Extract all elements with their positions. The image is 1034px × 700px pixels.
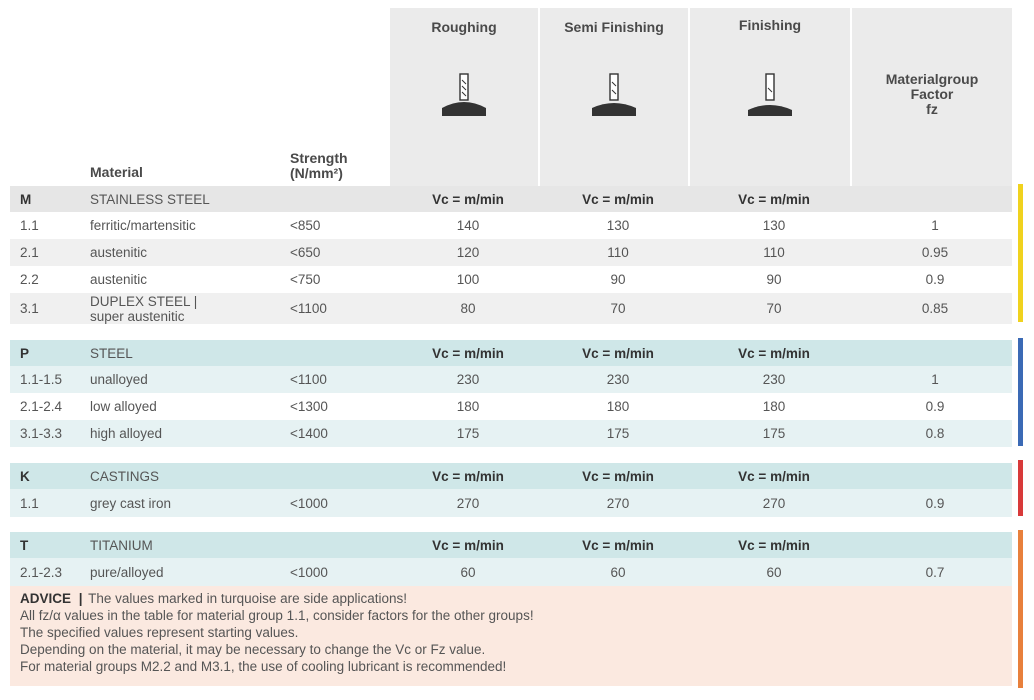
row-strength: <1100 bbox=[290, 372, 327, 387]
group-row-k bbox=[10, 463, 1012, 489]
row-finishing: 90 bbox=[766, 272, 782, 287]
row-roughing: 100 bbox=[456, 272, 480, 287]
vc-finishing: Vc = m/min bbox=[738, 345, 810, 361]
row-factor: 0.7 bbox=[925, 564, 945, 580]
row-material: unalloyed bbox=[90, 372, 148, 387]
row-material-line2: super austenitic bbox=[90, 308, 185, 324]
header-factor-line1: Materialgroup bbox=[885, 71, 979, 87]
row-factor: 0.85 bbox=[921, 301, 949, 316]
row-factor: 0.95 bbox=[921, 245, 949, 260]
vc-finishing: Vc = m/min bbox=[738, 537, 810, 553]
row-finishing: 70 bbox=[766, 301, 782, 316]
row-finishing: 130 bbox=[762, 218, 786, 233]
header-semi-finishing bbox=[540, 8, 688, 186]
advice-line-3: The specified values represent starting values. bbox=[20, 625, 299, 640]
row-semi: 110 bbox=[607, 245, 629, 260]
row-material-line1: DUPLEX STEEL | bbox=[90, 293, 198, 309]
group-color-bar-k bbox=[1018, 460, 1023, 516]
row-finishing: 60 bbox=[766, 564, 782, 580]
vc-roughing: Vc = m/min bbox=[432, 345, 504, 361]
row-material: ferritic/martensitic bbox=[90, 218, 196, 233]
row-roughing: 120 bbox=[456, 245, 480, 260]
row-material: low alloyed bbox=[90, 399, 157, 414]
row-id: 2.1-2.4 bbox=[20, 399, 63, 414]
row-roughing: 175 bbox=[456, 426, 480, 441]
advice-line-2: All fz/α values in the table for material group 1.1, consider factors for the other groups! bbox=[20, 608, 534, 623]
row-id: 1.1 bbox=[20, 218, 39, 233]
row-factor: 1 bbox=[931, 218, 939, 233]
advice-line-5: For material groups M2.2 and M3.1, the use of cooling lubricant is recommended! bbox=[20, 659, 507, 674]
header-roughing bbox=[390, 8, 538, 186]
row-id: 1.1-1.5 bbox=[20, 372, 63, 387]
semi-finishing-tool-icon bbox=[591, 72, 637, 118]
row-finishing: 175 bbox=[762, 426, 786, 441]
row-semi: 60 bbox=[610, 564, 626, 580]
row-finishing: 270 bbox=[762, 495, 786, 511]
row-material: austenitic bbox=[90, 272, 148, 287]
header-finishing-label: Finishing bbox=[738, 17, 802, 33]
vc-semi: Vc = m/min bbox=[582, 468, 654, 484]
table-row bbox=[10, 420, 1012, 447]
row-semi: 180 bbox=[606, 399, 630, 414]
row-roughing: 230 bbox=[456, 372, 480, 387]
vc-roughing: Vc = m/min bbox=[432, 537, 504, 553]
row-strength: <1400 bbox=[290, 426, 328, 441]
row-factor: 0.9 bbox=[925, 272, 945, 287]
row-semi: 90 bbox=[610, 272, 626, 287]
row-semi: 70 bbox=[610, 301, 626, 316]
table-row bbox=[10, 366, 1012, 393]
group-name: STEEL bbox=[90, 345, 133, 361]
header-semi-finishing-label: Semi Finishing bbox=[564, 19, 664, 35]
header-strength-line1: Strength bbox=[290, 150, 348, 166]
table-row bbox=[10, 266, 1012, 293]
advice-label: ADVICE bbox=[20, 591, 72, 606]
vc-semi: Vc = m/min bbox=[582, 191, 654, 207]
finishing-tool-icon bbox=[747, 72, 793, 118]
row-roughing: 60 bbox=[460, 564, 476, 580]
header-factor bbox=[852, 8, 1012, 186]
table-row bbox=[10, 489, 1012, 517]
row-roughing: 140 bbox=[456, 218, 480, 233]
row-material: high alloyed bbox=[90, 426, 163, 441]
group-color-bar-p bbox=[1018, 338, 1023, 446]
group-row-p bbox=[10, 340, 1012, 366]
row-semi: 270 bbox=[606, 495, 630, 511]
group-code: P bbox=[20, 345, 30, 361]
row-semi: 130 bbox=[606, 218, 630, 233]
header-material: Material bbox=[90, 164, 143, 180]
row-roughing: 270 bbox=[456, 495, 480, 511]
row-strength: <1300 bbox=[290, 399, 328, 414]
group-row-t bbox=[10, 532, 1012, 558]
row-factor: 0.9 bbox=[925, 399, 945, 414]
row-factor: 0.8 bbox=[925, 426, 945, 441]
row-strength: <650 bbox=[290, 245, 321, 260]
advice-line-4: Depending on the material, it may be necessary to change the Vc or Fz value. bbox=[20, 642, 486, 657]
table-row bbox=[10, 212, 1012, 239]
vc-semi: Vc = m/min bbox=[582, 537, 654, 553]
group-code: M bbox=[20, 191, 32, 207]
row-strength: <750 bbox=[290, 272, 321, 287]
row-id: 1.1 bbox=[20, 495, 39, 511]
roughing-tool-icon bbox=[441, 72, 487, 118]
row-material: pure/alloyed bbox=[90, 564, 164, 580]
row-factor: 1 bbox=[931, 372, 939, 387]
row-semi: 230 bbox=[606, 372, 630, 387]
row-strength: <850 bbox=[290, 218, 321, 233]
row-strength: <1000 bbox=[290, 564, 328, 580]
advice-box bbox=[10, 586, 1012, 686]
group-code: T bbox=[20, 537, 29, 553]
row-finishing: 230 bbox=[762, 372, 786, 387]
row-roughing: 180 bbox=[456, 399, 480, 414]
group-code: K bbox=[20, 468, 30, 484]
vc-finishing: Vc = m/min bbox=[738, 191, 810, 207]
row-id: 2.2 bbox=[20, 272, 39, 287]
row-material bbox=[90, 293, 197, 324]
group-row-m bbox=[10, 186, 1012, 212]
table-row bbox=[10, 393, 1012, 420]
vc-roughing: Vc = m/min bbox=[432, 191, 504, 207]
header-strength-line2: (N/mm²) bbox=[290, 165, 343, 181]
group-name: STAINLESS STEEL bbox=[90, 191, 210, 207]
row-semi: 175 bbox=[606, 426, 630, 441]
vc-semi: Vc = m/min bbox=[582, 345, 654, 361]
group-name: TITANIUM bbox=[90, 537, 153, 553]
group-name: CASTINGS bbox=[90, 468, 160, 484]
row-id: 2.1 bbox=[20, 245, 39, 260]
table-row bbox=[10, 558, 1012, 586]
header-factor-line2: Factor bbox=[910, 86, 954, 102]
advice-text: The values marked in turquoise are side applications! bbox=[88, 591, 408, 606]
advice-separator: | bbox=[78, 591, 83, 606]
group-color-bar-m bbox=[1018, 184, 1023, 322]
row-factor: 0.9 bbox=[925, 495, 945, 511]
table-row bbox=[10, 239, 1012, 266]
row-strength: <1100 bbox=[290, 301, 327, 316]
row-id: 3.1-3.3 bbox=[20, 426, 63, 441]
header-factor-line3: fz bbox=[926, 101, 938, 117]
row-material: austenitic bbox=[90, 245, 148, 260]
vc-finishing: Vc = m/min bbox=[738, 468, 810, 484]
group-color-bar-t bbox=[1018, 530, 1023, 688]
table-row bbox=[10, 293, 1012, 324]
header-finishing bbox=[690, 8, 850, 186]
row-material: grey cast iron bbox=[90, 495, 172, 511]
row-id: 2.1-2.3 bbox=[20, 564, 63, 580]
vc-roughing: Vc = m/min bbox=[432, 468, 504, 484]
row-strength: <1000 bbox=[290, 495, 328, 511]
row-finishing: 180 bbox=[762, 399, 786, 414]
header-roughing-label: Roughing bbox=[431, 19, 497, 35]
row-id: 3.1 bbox=[20, 301, 39, 316]
row-finishing: 110 bbox=[763, 245, 785, 260]
row-roughing: 80 bbox=[460, 301, 476, 316]
advice-line-1 bbox=[20, 591, 407, 606]
